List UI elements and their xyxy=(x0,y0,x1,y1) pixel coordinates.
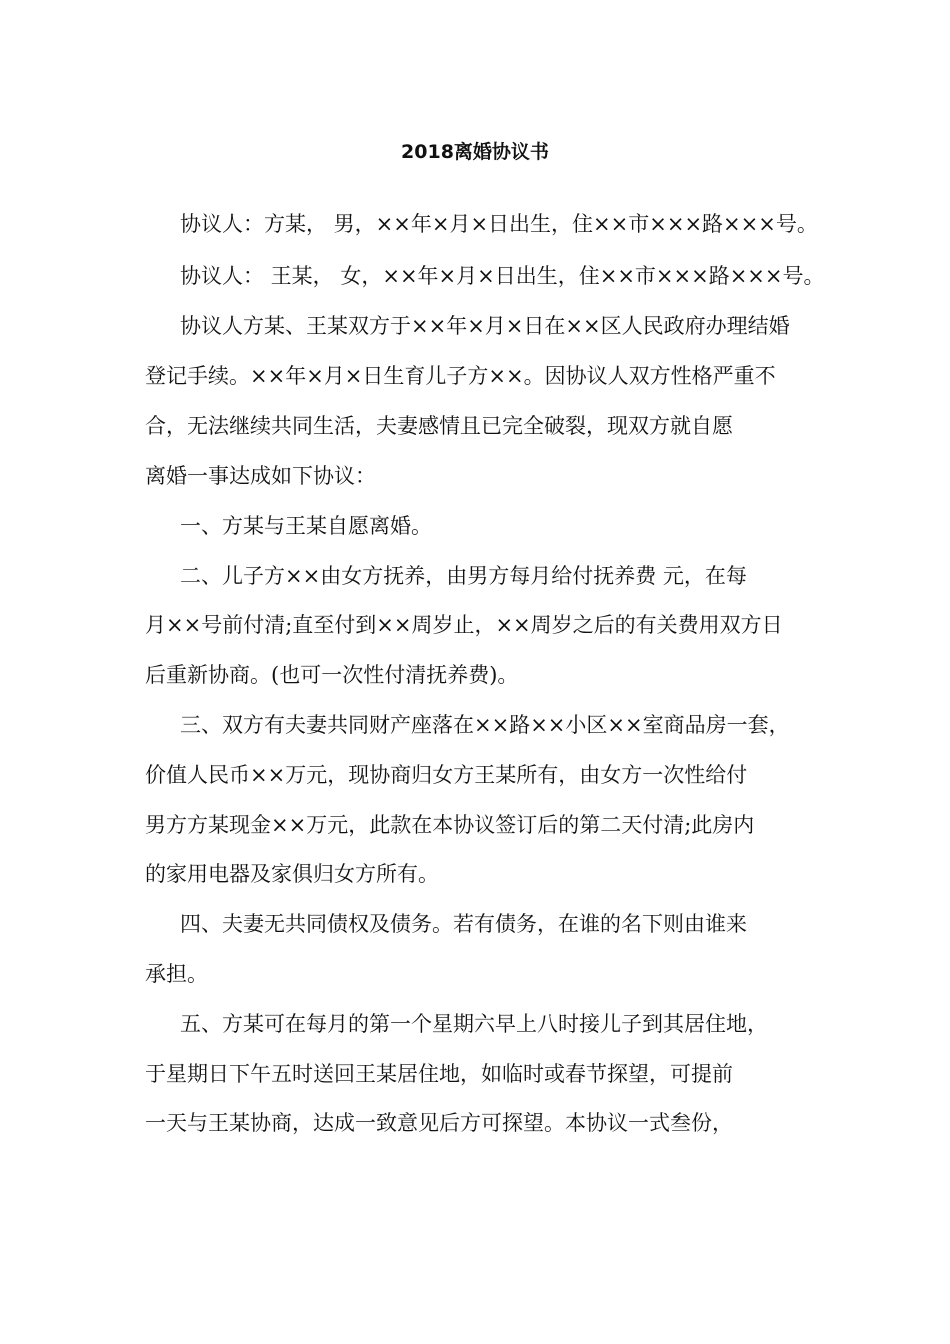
clause-line: 四、夫妻无共同债权及债务。若有债务，在谁的名下则由谁来 xyxy=(180,912,747,936)
body-line: 登记手续。××年×月×日生育儿子方××。因协议人双方性格严重不 xyxy=(145,364,776,388)
clause-line: 价值人民币××万元，现协商归女方王某所有，由女方一次性给付 xyxy=(145,763,748,787)
clause-line: 一天与王某协商，达成一致意见后方可探望。本协议一式叁份， xyxy=(145,1111,733,1135)
party-line-1: 协议人：方某， 男，××年×月×日出生，住××市×××路×××号。 xyxy=(180,212,818,236)
document-title: 2018离婚协议书 xyxy=(401,141,549,163)
clause-line: 于星期日下午五时送回王某居住地，如临时或春节探望，可提前 xyxy=(145,1062,733,1086)
party-line-2: 协议人： 王某， 女，××年×月×日出生，住××市×××路×××号。 xyxy=(180,264,825,288)
clause-line: 的家用电器及家俱归女方所有。 xyxy=(145,862,439,886)
clause-line: 三、双方有夫妻共同财产座落在××路××小区××室商品房一套， xyxy=(180,713,790,737)
body-line: 协议人方某、王某双方于××年×月×日在××区人民政府办理结婚 xyxy=(180,314,790,338)
clause-line: 一、方某与王某自愿离婚。 xyxy=(180,514,432,538)
clause-line: 承担。 xyxy=(145,962,208,986)
body-line: 合，无法继续共同生活，夫妻感情且已完全破裂，现双方就自愿 xyxy=(145,414,733,438)
body-line: 离婚一事达成如下协议： xyxy=(145,464,376,488)
clause-line: 五、方某可在每月的第一个星期六早上八时接儿子到其居住地， xyxy=(180,1012,768,1036)
clause-line: 月××号前付清;直至付到××周岁止，××周岁之后的有关费用双方日 xyxy=(145,613,783,637)
clause-line: 二、儿子方××由女方抚养，由男方每月给付抚养费 元，在每 xyxy=(180,564,747,588)
clause-line: 男方方某现金××万元，此款在本协议签订后的第二天付清;此房内 xyxy=(145,813,755,837)
clause-line: 后重新协商。(也可一次性付清抚养费)。 xyxy=(145,663,519,687)
